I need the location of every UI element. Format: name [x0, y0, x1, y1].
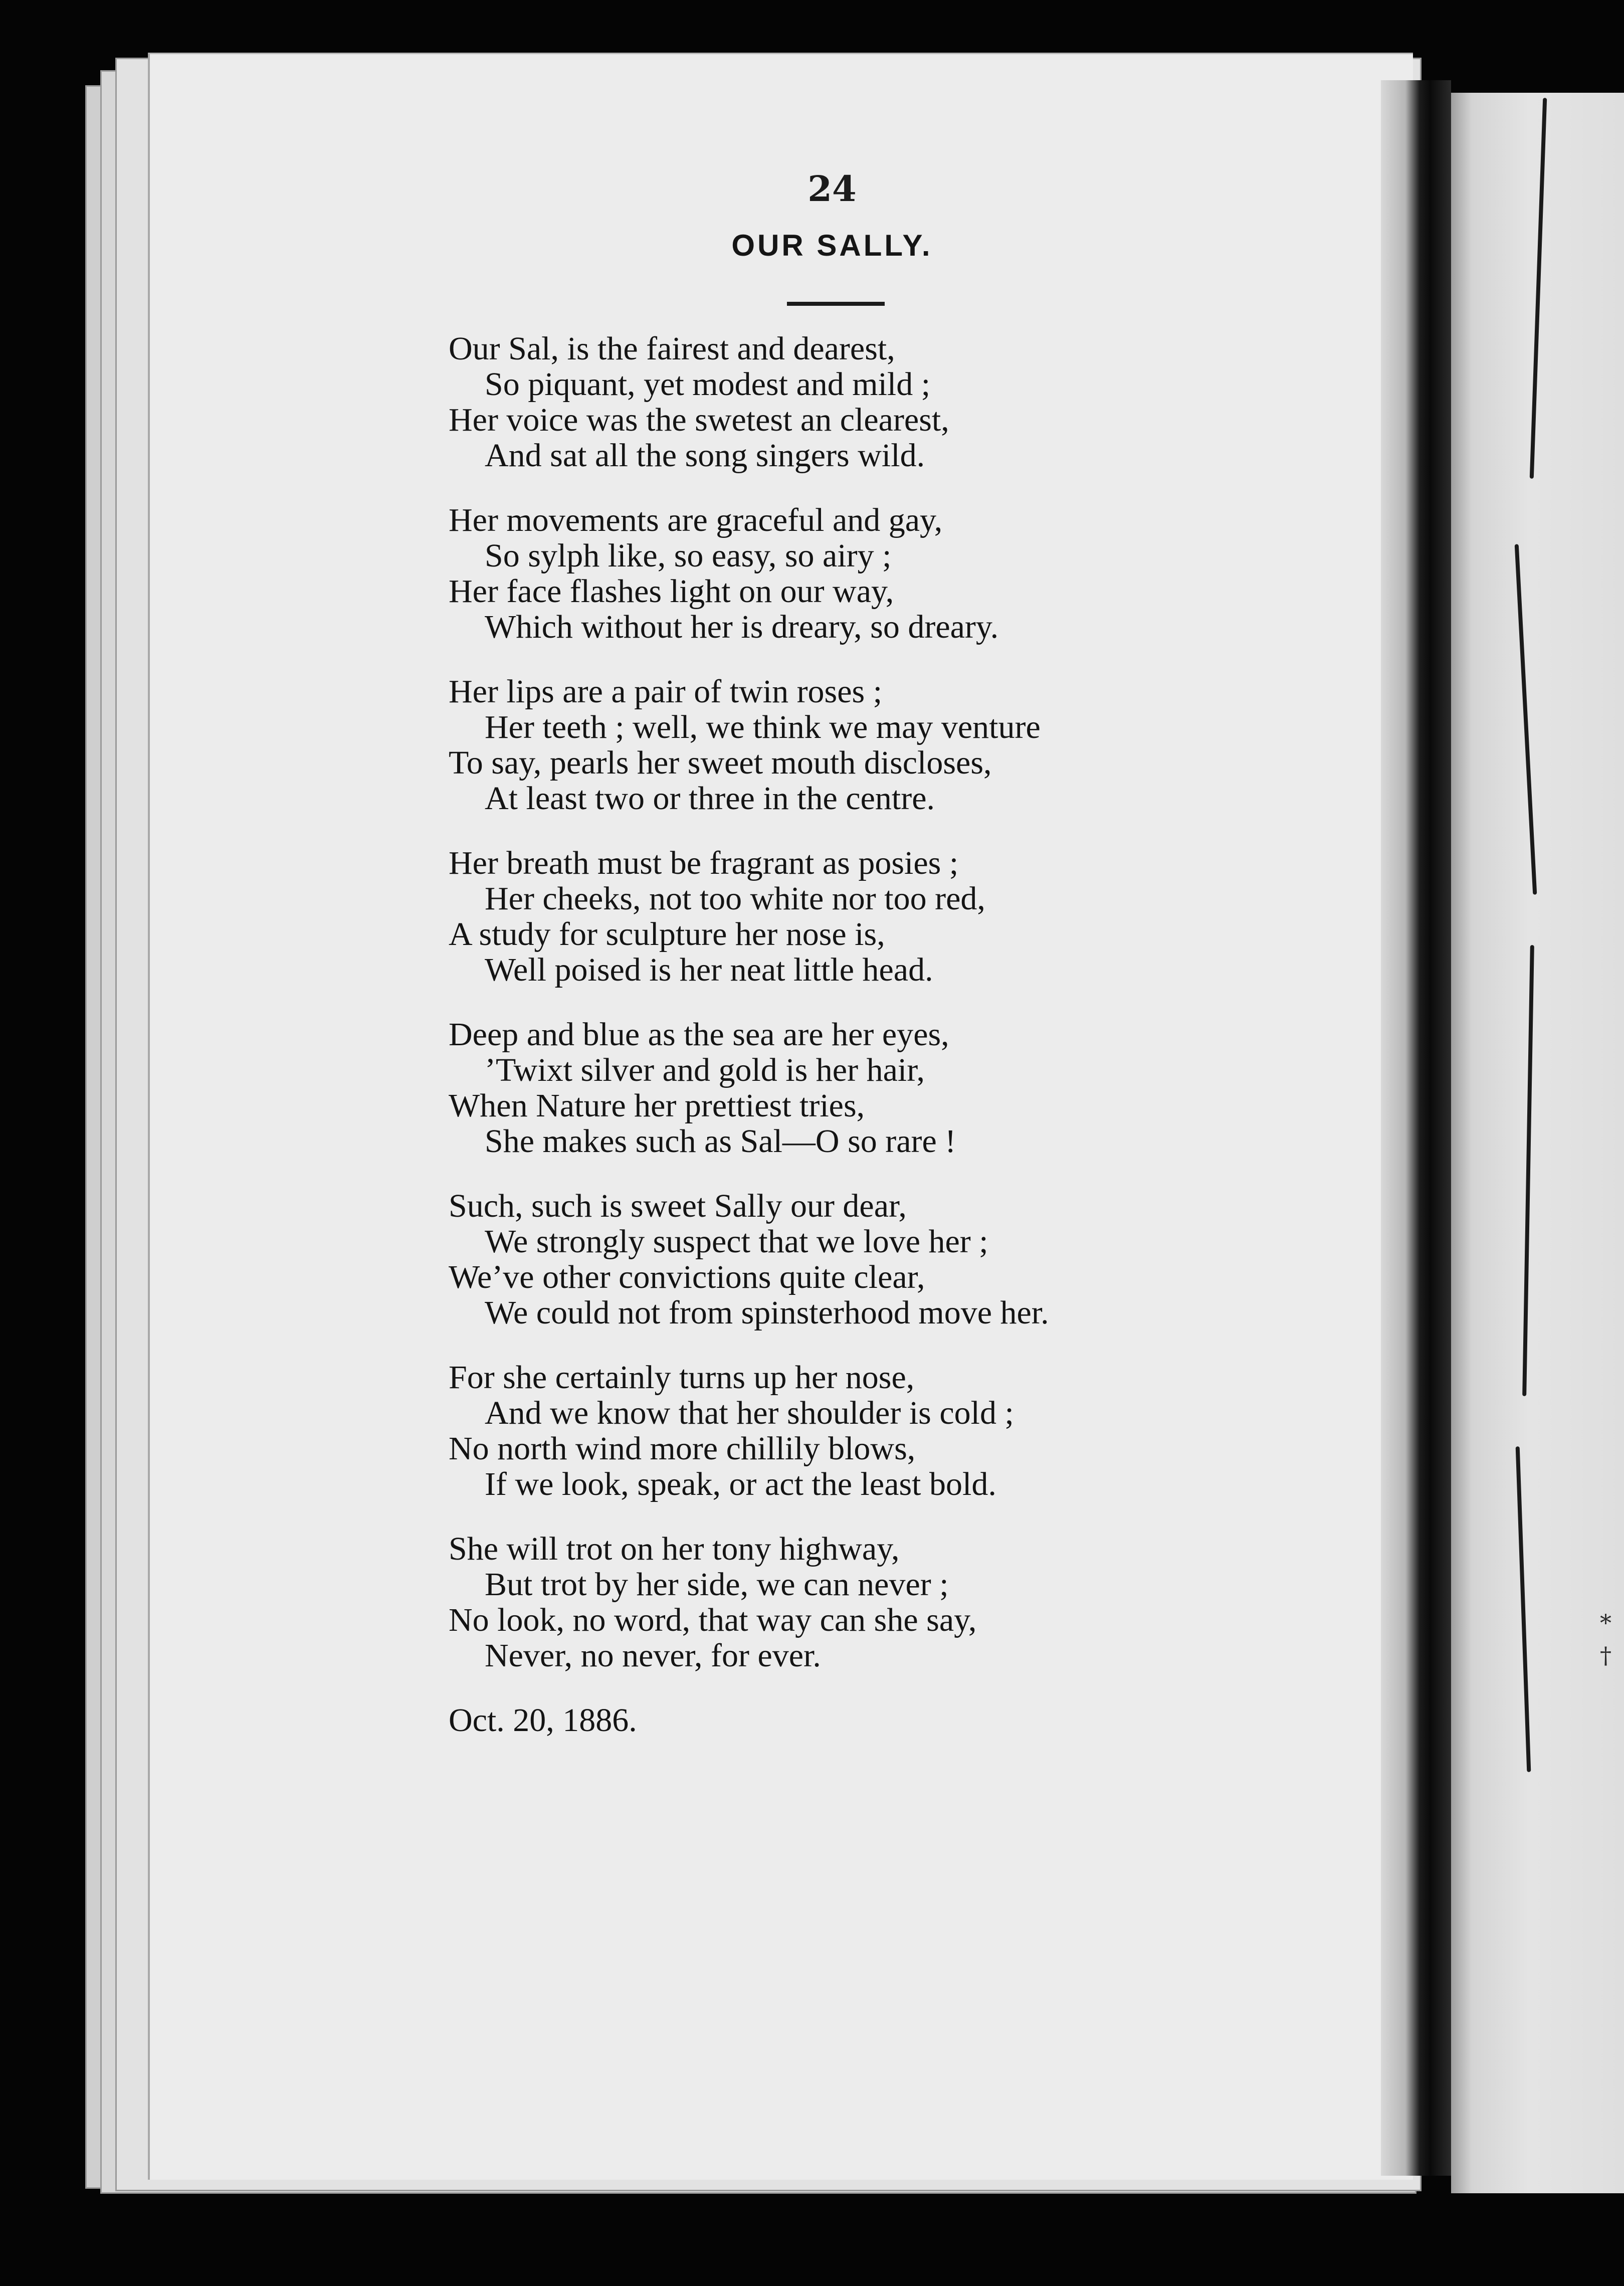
poem-body: [449, 331, 1301, 1738]
stanza: [449, 1188, 1301, 1330]
poem-line: So sylph like, so easy, so airy ;: [485, 537, 892, 574]
poem-line: Her lips are a pair of twin roses ;: [449, 673, 883, 710]
poem-line: And we know that her shoulder is cold ;: [485, 1395, 1014, 1431]
poem-line: Deep and blue as the sea are her eyes,: [449, 1016, 949, 1053]
poem-line: If we look, speak, or act the least bold.: [485, 1466, 996, 1502]
poem-line: For she certainly turns up her nose,: [449, 1359, 915, 1396]
poem-line: Her cheeks, not too white nor too red,: [485, 880, 985, 917]
poem-line: Our Sal, is the fairest and dearest,: [449, 330, 895, 367]
poem-line: And sat all the song singers wild.: [485, 437, 925, 474]
poem-line: We could not from spinsterhood move her.: [485, 1294, 1049, 1331]
poem-line: Her movements are graceful and gay,: [449, 502, 943, 538]
poem-line: She makes such as Sal—O so rare !: [485, 1123, 956, 1160]
stanza: [449, 845, 1301, 988]
facing-page: [1451, 93, 1624, 2193]
poem-line: A study for sculpture her nose is,: [449, 916, 885, 952]
page-tear: [1522, 945, 1534, 1396]
poem-line: We’ve other convictions quite clear,: [449, 1259, 925, 1295]
stanza: [449, 1017, 1301, 1159]
poem-line: But trot by her side, we can never ;: [485, 1566, 949, 1603]
page-number: 24: [807, 168, 857, 210]
poem-line: At least two or three in the centre.: [485, 780, 935, 817]
page-tear: [1516, 1446, 1531, 1772]
dagger-mark: †: [1600, 1642, 1611, 1669]
title-rule: [787, 302, 885, 306]
poem-line: No north wind more chillily blows,: [449, 1430, 916, 1467]
page-tear: [1530, 98, 1547, 479]
poem-line: So piquant, yet modest and mild ;: [485, 366, 931, 403]
poem-line: We strongly suspect that we love her ;: [485, 1223, 988, 1260]
poem-line: No look, no word, that way can she say,: [449, 1602, 977, 1638]
stanza: [449, 1360, 1301, 1502]
book-gutter: [1381, 80, 1451, 2176]
poem-date: Oct. 20, 1886.: [449, 1702, 637, 1739]
poem-line: ’Twixt silver and gold is her hair,: [485, 1052, 925, 1088]
poem-line: Her breath must be fragrant as posies ;: [449, 845, 959, 881]
poem-line: To say, pearls her sweet mouth discloses,: [449, 744, 992, 781]
poem-line: Her teeth ; well, we think we may venture: [485, 709, 1041, 745]
page-tear: [1515, 544, 1537, 894]
poem-line: Never, no never, for ever.: [485, 1637, 821, 1674]
stanza: [449, 674, 1301, 816]
poem-line: Her voice was the swetest an clearest,: [449, 402, 949, 438]
poem-title: OUR SALLY.: [731, 229, 933, 262]
asterisk-mark: *: [1600, 1609, 1611, 1636]
poem-line: Which without her is dreary, so dreary.: [485, 609, 999, 645]
poem-line: She will trot on her tony highway,: [449, 1531, 900, 1567]
poem-line: When Nature her prettiest tries,: [449, 1087, 865, 1124]
stanza: [449, 502, 1301, 645]
stanza: [449, 1531, 1301, 1673]
poem-line: Her face flashes light on our way,: [449, 573, 894, 610]
poem-line: Such, such is sweet Sally our dear,: [449, 1188, 907, 1224]
poem-line: Well poised is her neat little head.: [485, 951, 933, 988]
stanza: [449, 331, 1301, 473]
